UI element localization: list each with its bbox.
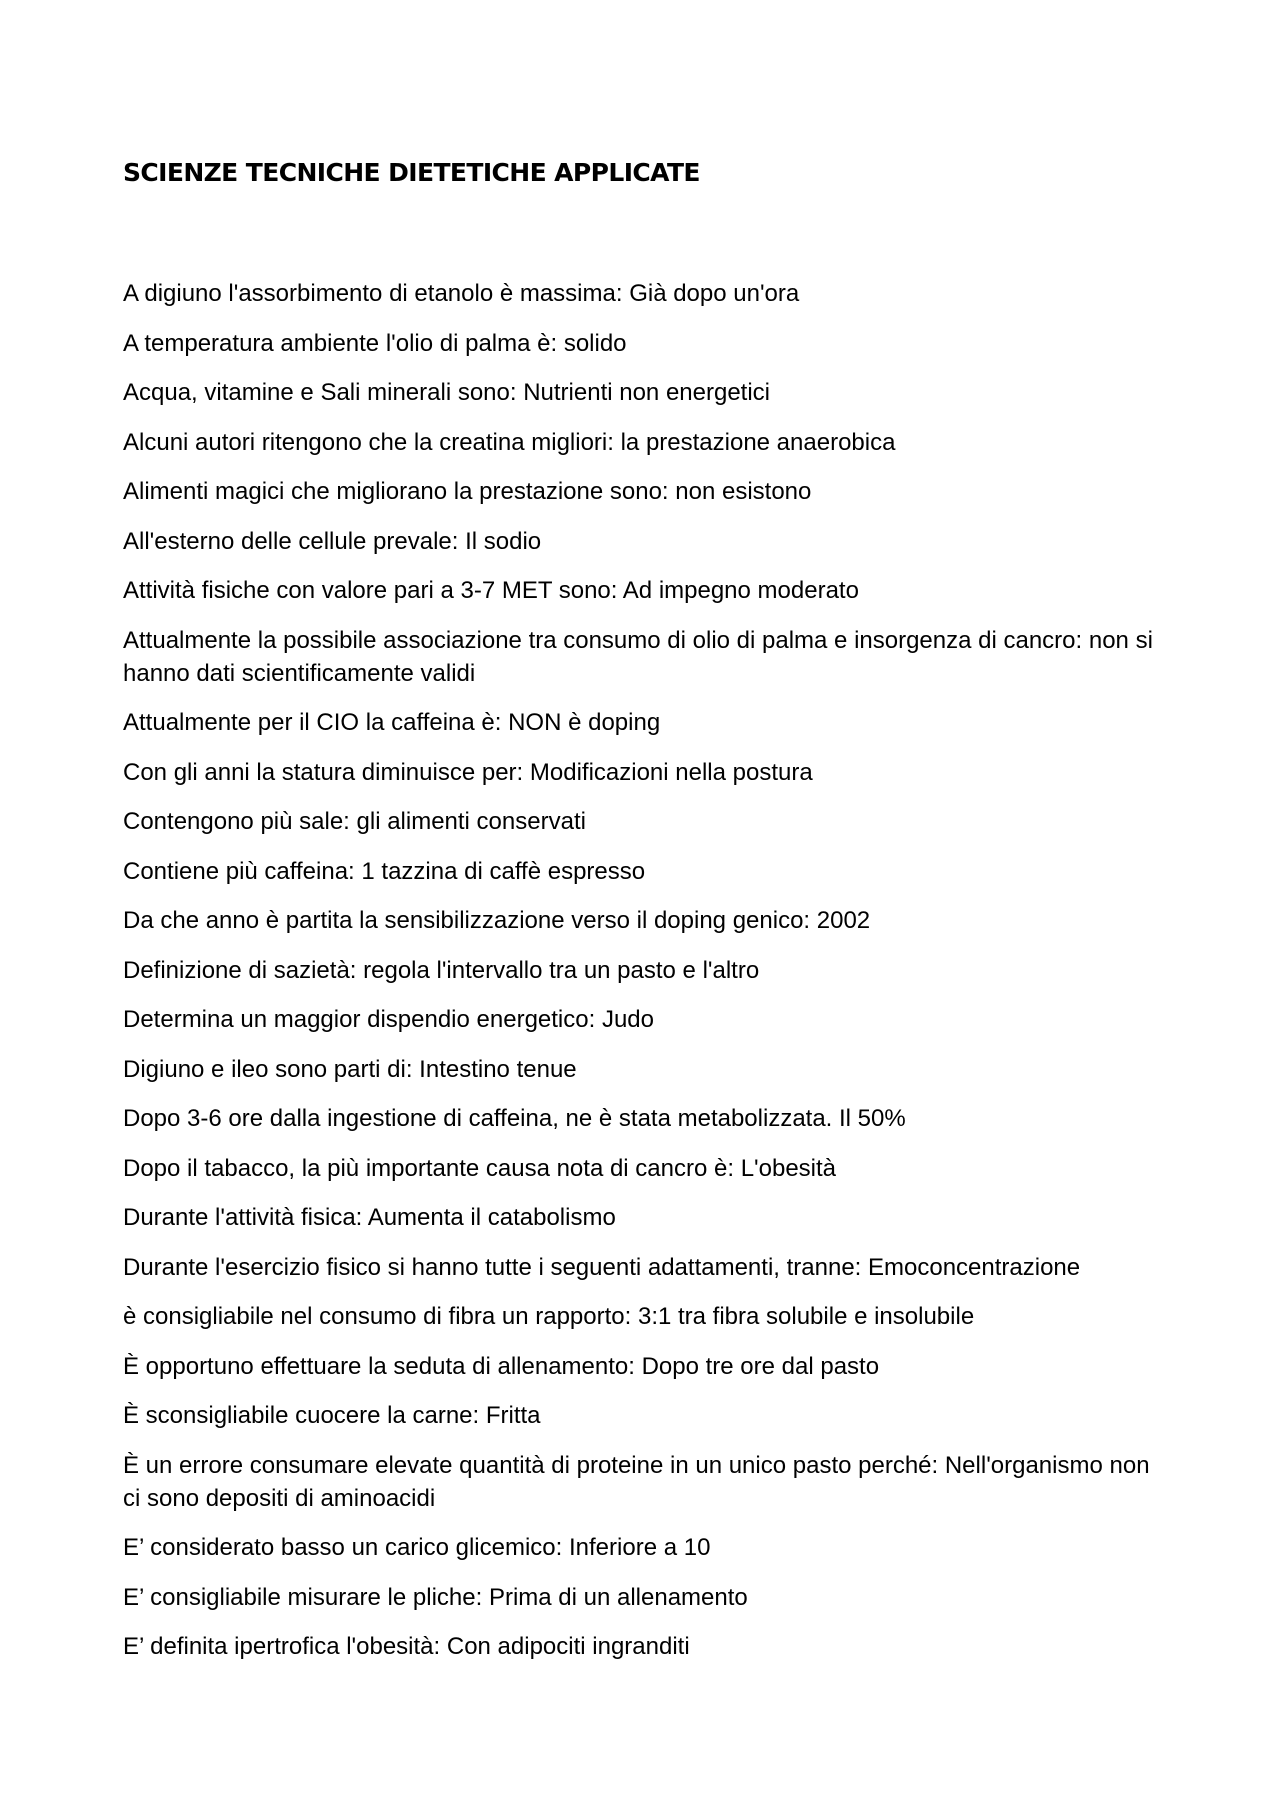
qa-entry-11: Contengono più sale: gli alimenti conservati xyxy=(123,808,586,835)
qa-entry-23: È sconsigliabile cuocere la carne: Fritta xyxy=(123,1402,541,1429)
qa-entry-3: Acqua, vitamine e Sali minerali sono: Nutrienti non energetici xyxy=(123,379,771,406)
qa-entry-20: Durante l'esercizio fisico si hanno tutte i seguenti adattamenti, tranne: Emoconcentrazione xyxy=(123,1253,1081,1281)
qa-entry-7: Attività fisiche con valore pari a 3-7 MET sono: Ad impegno moderato xyxy=(123,577,859,604)
qa-entry-8: Attualmente la possibile associazione tra consumo di olio di palma e insorgenza di cancro: non si hanno dati scientificamente validi xyxy=(123,626,1153,687)
qa-entry-4: Alcuni autori ritengono che la creatina migliori: la prestazione anaerobica xyxy=(123,428,896,456)
qa-entry-5: Alimenti magici che migliorano la prestazione sono: non esistono xyxy=(123,478,812,505)
qa-entry-19: Durante l'attività fisica: Aumenta il catabolismo xyxy=(123,1204,616,1231)
qa-entry-9: Attualmente per il CIO la caffeina è: NON è doping xyxy=(123,709,661,736)
page-title: SCIENZE TECNICHE DIETETICHE APPLICATE xyxy=(123,158,700,187)
qa-entry-10: Con gli anni la statura diminuisce per: Modificazioni nella postura xyxy=(123,758,813,786)
qa-entry-21: è consigliabile nel consumo di fibra un rapporto: 3:1 tra fibra solubile e insolubile xyxy=(123,1303,975,1330)
qa-entry-14: Definizione di sazietà: regola l'intervallo tra un pasto e l'altro xyxy=(123,956,760,984)
qa-entry-17: Dopo 3-6 ore dalla ingestione di caffeina, ne è stata metabolizzata. Il 50% xyxy=(123,1105,906,1132)
qa-entry-15: Determina un maggior dispendio energetico: Judo xyxy=(123,1006,654,1033)
qa-entry-22: È opportuno effettuare la seduta di allenamento: Dopo tre ore dal pasto xyxy=(123,1352,880,1380)
qa-entry-25: E’ considerato basso un carico glicemico: Inferiore a 10 xyxy=(123,1534,711,1561)
qa-entry-6: All'esterno delle cellule prevale: Il sodio xyxy=(123,527,542,555)
qa-entry-27: E’ definita ipertrofica l'obesità: Con adipociti ingranditi xyxy=(123,1633,690,1660)
qa-entry-1: A digiuno l'assorbimento di etanolo è massima: Già dopo un'ora xyxy=(123,280,800,307)
qa-entry-13: Da che anno è partita la sensibilizzazione verso il doping genico: 2002 xyxy=(123,907,871,934)
qa-entry-18: Dopo il tabacco, la più importante causa nota di cancro è: L'obesità xyxy=(123,1154,837,1182)
qa-list xyxy=(123,277,1173,1680)
qa-entry-16: Digiuno e ileo sono parti di: Intestino tenue xyxy=(123,1055,577,1083)
qa-entry-24: È un errore consumare elevate quantità di proteine in un unico pasto perché: Nell'organismo non ci sono depositi di aminoacidi xyxy=(123,1451,1150,1512)
qa-entry-26: E’ consigliabile misurare le pliche: Prima di un allenamento xyxy=(123,1583,748,1611)
qa-entry-2: A temperatura ambiente l'olio di palma è: solido xyxy=(123,329,627,357)
qa-entry-12: Contiene più caffeina: 1 tazzina di caffè espresso xyxy=(123,857,646,885)
